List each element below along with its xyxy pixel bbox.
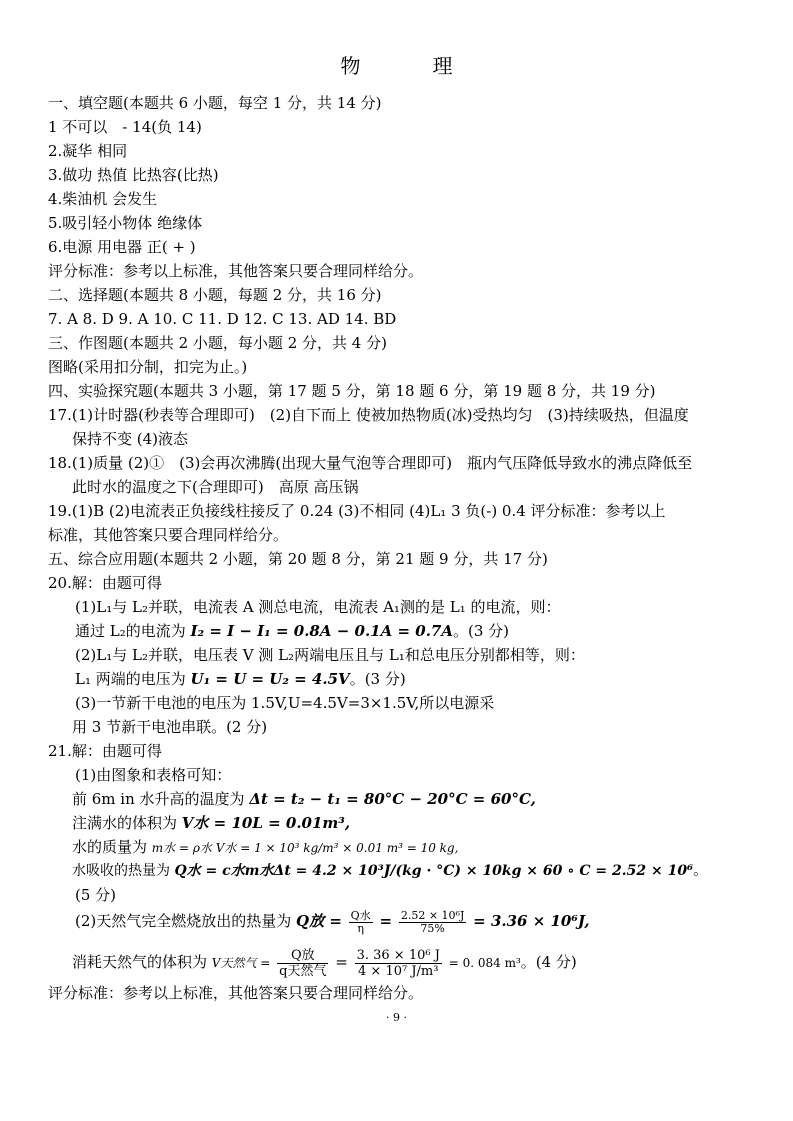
label-text: L₁ 两端的电压为 xyxy=(75,670,186,688)
page-title: 物 理 xyxy=(340,54,479,78)
numerator: Q放 xyxy=(277,948,328,964)
answer-21-gas-volume: 消耗天然气的体积为 V天然气 = $\frac{\text{Q放}}{\text{q天然气}}$ = $\frac{\text{3. 36 × 10⁶ J}}{\text{4 × 10⁷ J/m³}}$ = 0. 084 m³。(4 分) xyxy=(72,947,577,979)
answer-19-line1: 19.(1)B (2)电流表正负接线柱接反了 0.24 (3)不相同 (4)L₁ 3 负(-) 0.4 评分标准：参考以上 xyxy=(48,502,666,520)
label-text: (2)天然气完全燃烧放出的热量为 xyxy=(75,912,292,930)
answer-21-header: 21.解：由题可得 xyxy=(48,742,162,760)
fraction-2 xyxy=(399,910,467,935)
numerator: 2.52 × 10⁶J xyxy=(400,908,465,922)
answer-21-points-5: (5 分) xyxy=(75,886,117,904)
scoring-criteria-1: 评分标准：参考以上标准，其他答案只要合理同样给分。 xyxy=(48,262,424,280)
section-drawing: 三、作图题(本题共 2 小题，每小题 2 分，共 4 分) xyxy=(48,334,387,352)
answer-21-mass xyxy=(72,836,792,860)
answer-21-temp-rise xyxy=(72,788,792,812)
section-application: 五、综合应用题(本题共 2 小题，第 20 题 8 分，第 21 题 9 分，共 17 分) xyxy=(48,550,548,568)
fraction-1 xyxy=(349,910,373,935)
answer-20-current xyxy=(75,620,793,644)
answer-4: 4.柴油机 会发生 xyxy=(48,190,158,208)
numerator: Q水 xyxy=(350,908,371,922)
answer-17-line2: 保持不变 (4)液态 xyxy=(72,430,189,448)
equation: V水 = 10L = 0.01m³, xyxy=(181,814,351,832)
answer-20-part3: (3)一节新干电池的电压为 1.5V,U=4.5V=3×1.5V,所以电源采 xyxy=(75,694,495,712)
equation-lhs: V天然气 = xyxy=(211,956,271,970)
answer-18-line2: 此时水的温度之下(合理即可) 高原 高压锅 xyxy=(72,478,359,496)
denominator: 4 × 10⁷ J/m³ xyxy=(358,963,439,979)
answer-6: 6.电源 用电器 正( + ) xyxy=(48,238,196,256)
answer-20-part1: (1)L₁与 L₂并联，电流表 A 测总电流，电流表 A₁测的是 L₁ 的电流，则： xyxy=(75,598,561,616)
equation-rhs: = 3.36 × 10⁶J, xyxy=(473,912,590,930)
fraction-1 xyxy=(277,948,328,979)
answer-21-part1: (1)由图象和表格可知： xyxy=(75,766,232,784)
label-text: 通过 L₂的电流为 xyxy=(75,622,186,640)
label-text: 水的质量为 xyxy=(72,838,148,856)
answer-20-header: 20.解：由题可得 xyxy=(48,574,162,592)
points: 。(3 分) xyxy=(349,670,406,688)
fraction-2 xyxy=(355,948,442,979)
answer-21-volume xyxy=(72,812,792,836)
equation: U₁ = U = U₂ = 4.5V xyxy=(190,670,350,688)
section-experiment: 四、实验探究题(本题共 3 小题，第 17 题 5 分，第 18 题 6 分，第 19 题 8 分，共 19 分) xyxy=(48,382,656,400)
answer-20-voltage xyxy=(75,668,793,692)
numerator: 3. 36 × 10⁶ J xyxy=(356,947,440,963)
equation-lhs: Q放 = xyxy=(296,912,342,930)
equation: Q水 = c水m水Δt = 4.2 × 10³J/(kg · °C) × 10kg × 60 ∘ C = 2.52 × 10⁶ xyxy=(174,863,694,879)
label-text: 前 6m in 水升高的温度为 xyxy=(72,790,245,808)
points: 。 xyxy=(693,863,708,879)
section-choice: 二、选择题(本题共 8 小题，每题 2 分，共 16 分) xyxy=(48,286,382,304)
answer-20-part3-cont: 用 3 节新干电池串联。(2 分) xyxy=(72,718,268,736)
answers-15-16: 图略(采用扣分制，扣完为止。) xyxy=(48,358,248,376)
equation: m水 = ρ水 V水 = 1 × 10³ kg/m³ × 0.01 m³ = 10 kg, xyxy=(151,841,459,855)
answer-17-line1: 17.(1)计时器(秒表等合理即可) (2)自下而上 使被加热物质(冰)受热均匀 (3)持续吸热，但温度 xyxy=(48,406,689,424)
answer-3: 3.做功 热值 比热容(比热) xyxy=(48,166,219,184)
label-text: 注满水的体积为 xyxy=(72,814,178,832)
answers-7-14: 7. A 8. D 9. A 10. C 11. D 12. C 13. AD 14. BD xyxy=(48,310,397,328)
denominator: 75% xyxy=(420,921,445,935)
equation: Δt = t₂ − t₁ = 80°C − 20°C = 60°C, xyxy=(249,790,536,808)
answer-21-heat-released: (2)天然气完全燃烧放出的热量为 Q放 = $\frac{\text{Q水}}{\eta}$ = $\frac{\text{2.52 × 10⁶J}}{75\%}$ = 3.36 × 10⁶J, xyxy=(75,908,590,935)
points: 。(4 分) xyxy=(520,953,577,971)
answer-5: 5.吸引轻小物体 绝缘体 xyxy=(48,214,203,232)
section-fill-in: 一、填空题(本题共 6 小题，每空 1 分，共 14 分) xyxy=(48,94,382,112)
answer-18-line1: 18.(1)质量 (2)① (3)会再次沸腾(出现大量气泡等合理即可) 瓶内气压降低导致水的沸点降低至 xyxy=(48,454,693,472)
answer-19-line2: 标准，其他答案只要合理同样给分。 xyxy=(48,526,289,544)
scoring-criteria-2: 评分标准：参考以上标准，其他答案只要合理同样给分。 xyxy=(48,984,424,1002)
label-text: 水吸收的热量为 xyxy=(72,863,170,879)
denominator: q天然气 xyxy=(279,963,327,979)
answer-1: 1 不可以 - 14(负 14) xyxy=(48,118,202,136)
answer-21-heat-absorbed xyxy=(72,860,792,884)
answer-2: 2.凝华 相同 xyxy=(48,142,128,160)
page-number: · 9 · xyxy=(386,1011,407,1024)
denominator: η xyxy=(357,921,364,935)
points: 。(3 分) xyxy=(453,622,510,640)
answer-20-part2: (2)L₁与 L₂并联，电压表 V 测 L₂两端电压且与 L₁和总电压分别都相等，则： xyxy=(75,646,585,664)
equation: I₂ = I − I₁ = 0.8A − 0.1A = 0.7A xyxy=(190,622,453,640)
label-text: 消耗天然气的体积为 xyxy=(72,953,208,971)
equation-rhs: = 0. 084 m³ xyxy=(448,956,521,970)
